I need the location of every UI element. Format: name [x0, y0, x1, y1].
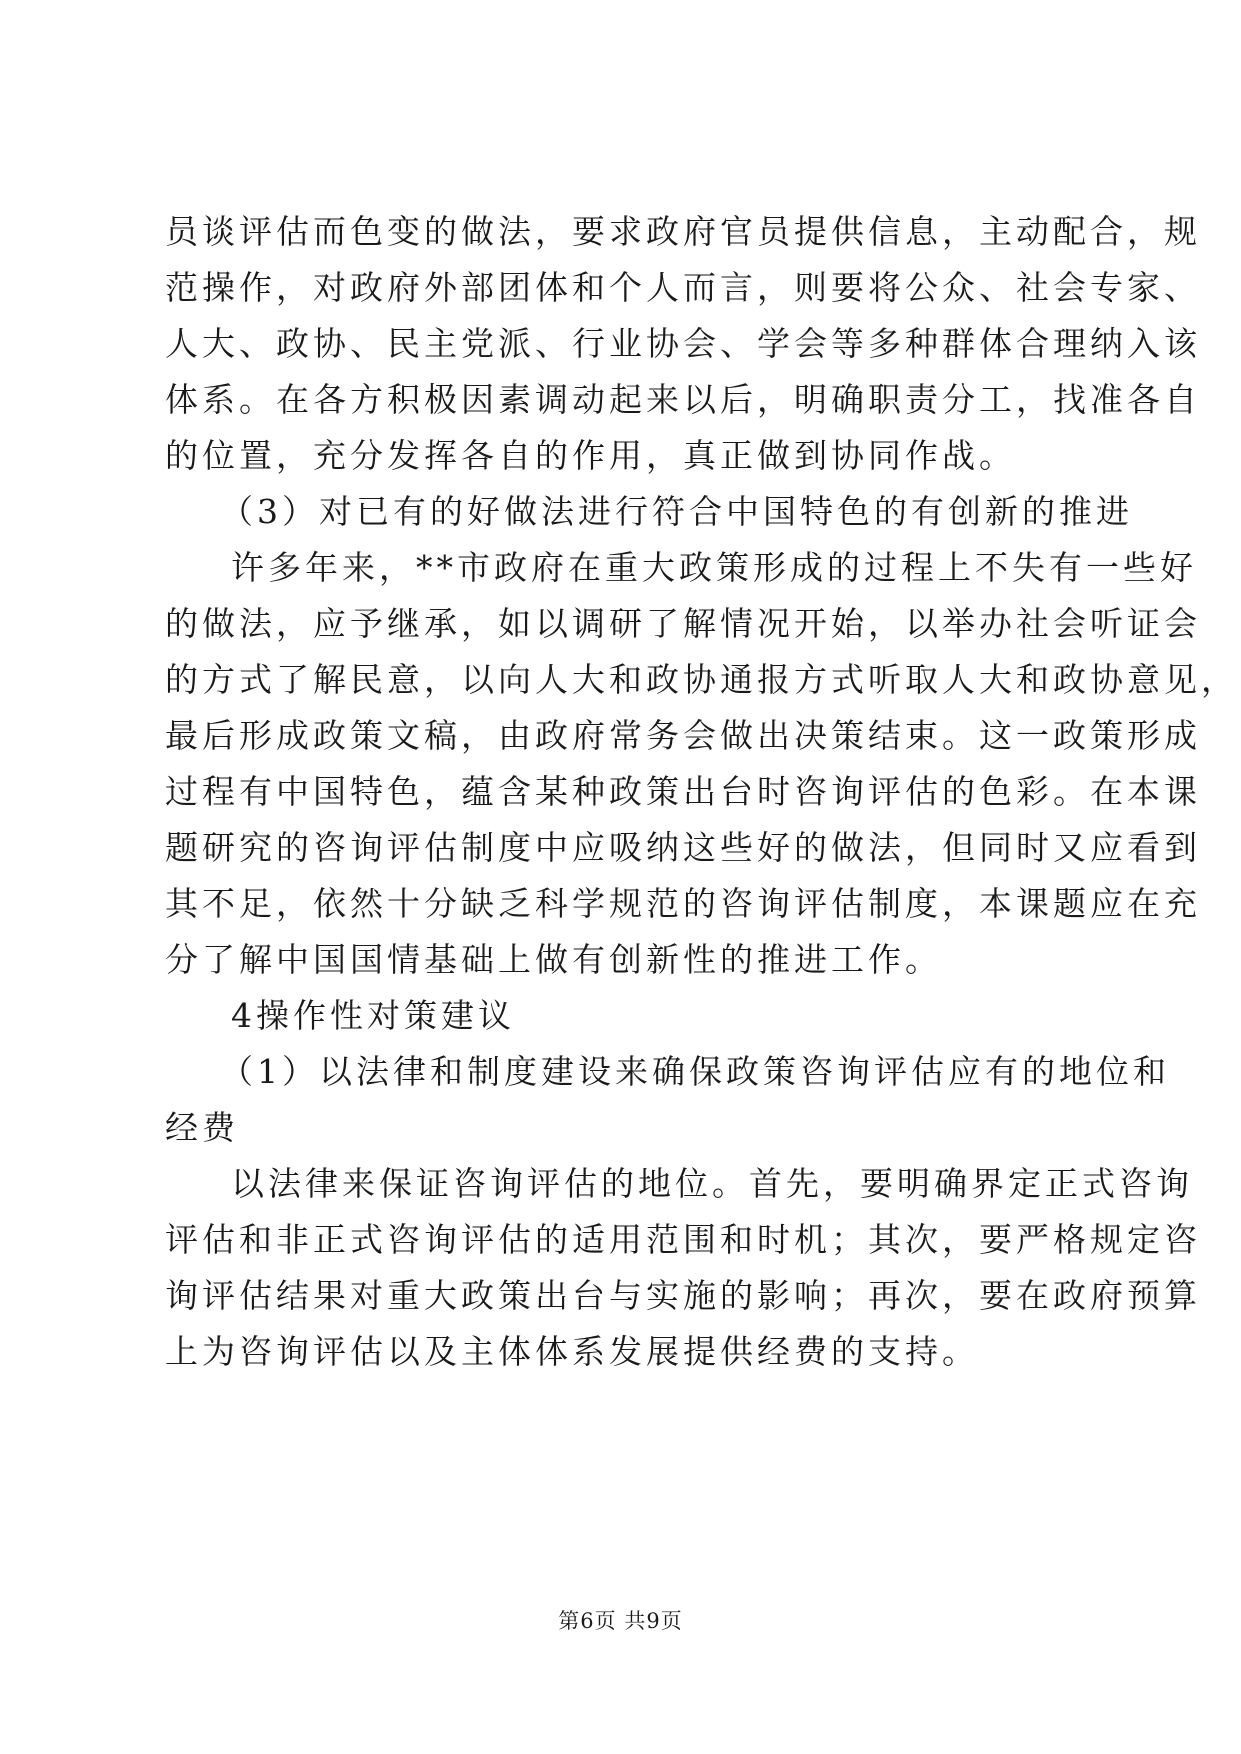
subheading-1: （1）以法律和制度建设来确保政策咨询评估应有的地位和	[220, 1052, 1170, 1091]
body-text-line: 询评估结果对重大政策出台与实施的影响；再次，要在政府预算	[165, 1276, 1201, 1315]
body-text-line: 上为咨询评估以及主体体系发展提供经费的支持。	[165, 1332, 979, 1371]
body-text-line: 最后形成政策文稿，由政府常务会做出决策结束。这一政策形成	[165, 716, 1201, 755]
body-text-line: 员谈评估而色变的做法，要求政府官员提供信息，主动配合，规	[165, 212, 1201, 251]
body-text-line: 的位置，充分发挥各自的作用，真正做到协同作战。	[165, 436, 1016, 475]
body-text-line: 评估和非正式咨询评估的适用范围和时机；其次，要严格规定咨	[165, 1220, 1201, 1259]
body-text-line: 许多年来，**市政府在重大政策形成的过程上不失有一些好	[231, 548, 1197, 587]
body-text-line: 过程有中国特色，蕴含某种政策出台时咨询评估的色彩。在本课	[165, 772, 1201, 811]
body-text-line: 的做法，应予继承，如以调研了解情况开始，以举办社会听证会	[165, 604, 1201, 643]
body-text-line: 以法律来保证咨询评估的地位。首先，要明确界定正式咨询	[231, 1164, 1193, 1203]
subheading-3: （3）对已有的好做法进行符合中国特色的有创新的推进	[220, 492, 1133, 531]
body-text-line: 人大、政协、民主党派、行业协会、学会等多种群体合理纳入该	[165, 324, 1201, 363]
body-text-line: 其不足，依然十分缺乏科学规范的咨询评估制度，本课题应在充	[165, 884, 1201, 923]
body-text-line: 体系。在各方积极因素调动起来以后，明确职责分工，找准各自	[165, 380, 1201, 419]
body-text-line: 题研究的咨询评估制度中应吸纳这些好的做法，但同时又应看到	[165, 828, 1201, 867]
body-text-line: 的方式了解民意，以向人大和政协通报方式听取人大和政协意见，	[165, 660, 1238, 699]
subheading-1-continued: 经费	[165, 1108, 239, 1147]
body-text-line: 范操作，对政府外部团体和个人而言，则要将公众、社会专家、	[165, 268, 1201, 307]
body-text-line: 分了解中国国情基础上做有创新性的推进工作。	[165, 940, 942, 979]
section-heading-4: 4操作性对策建议	[231, 996, 515, 1035]
page-number-footer: 第6页 共9页	[558, 1609, 683, 1633]
